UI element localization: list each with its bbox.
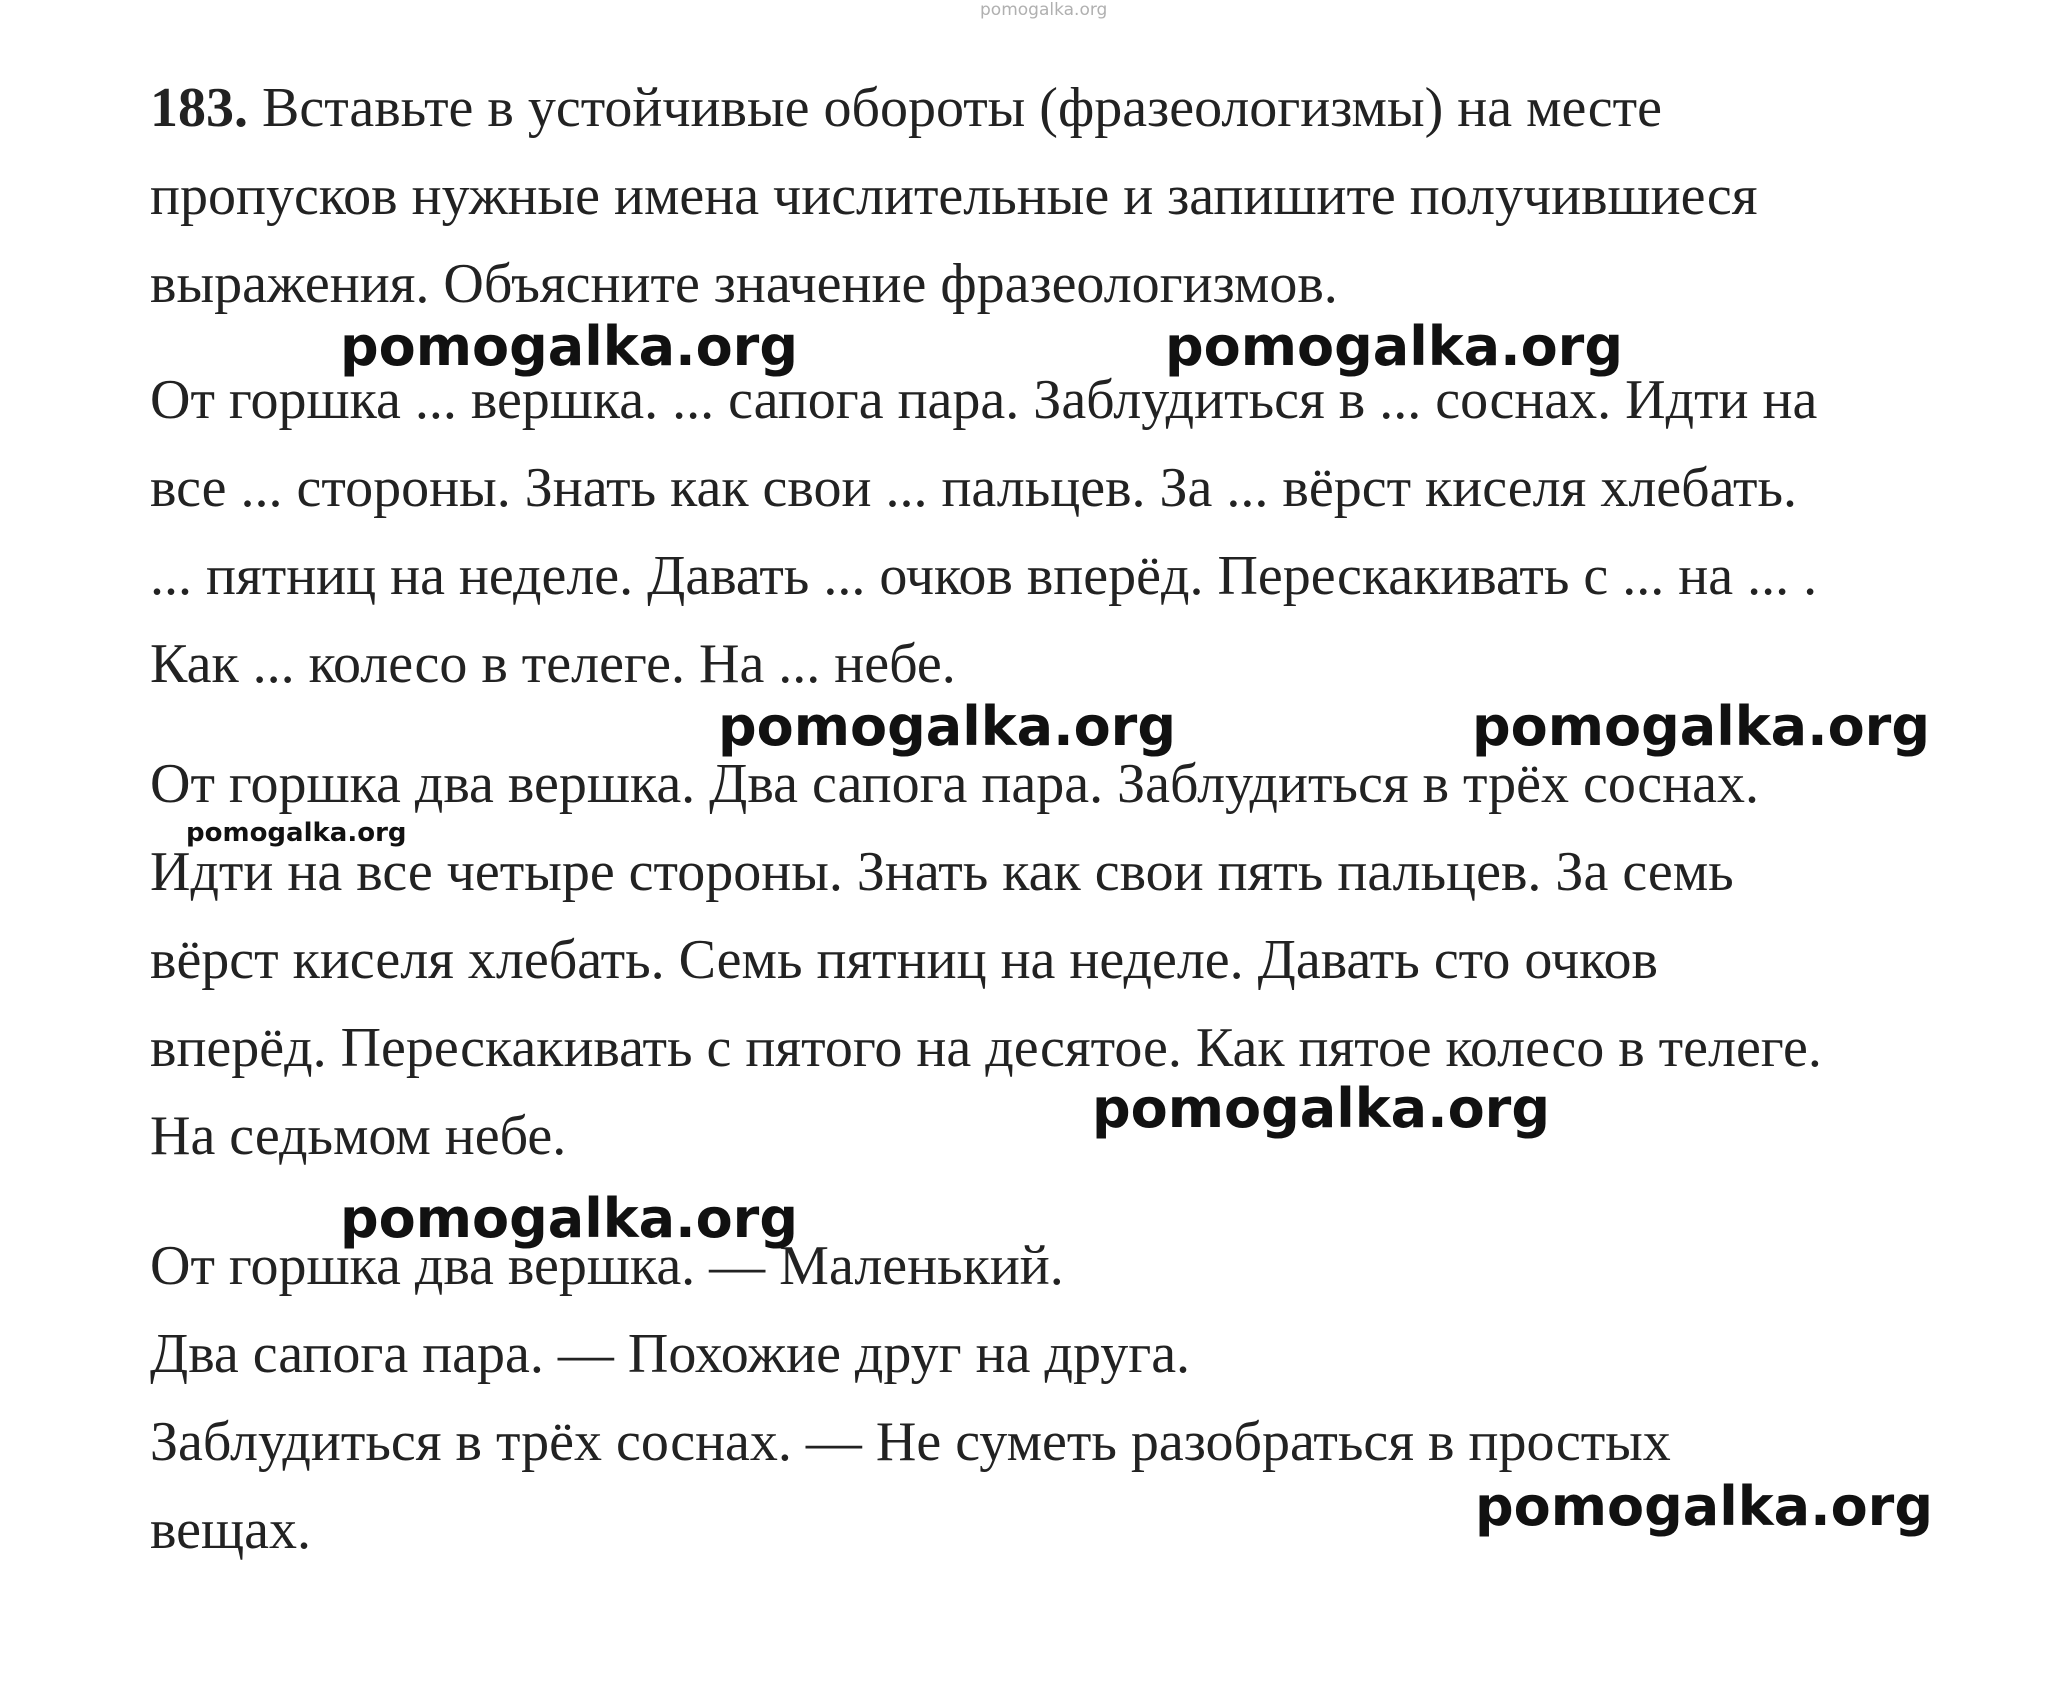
- answer-line-5: На седьмом небе.: [150, 1105, 567, 1167]
- exercise-line-2: все ... стороны. Знать как свои ... пальцев. За ... вёрст киселя хлебать.: [150, 457, 1798, 519]
- exercise-line-4: Как ... колесо в телеге. На ... небе.: [150, 633, 956, 695]
- answer-line-1: От горшка два вершка. Два сапога пара. Заблудиться в трёх соснах.: [150, 753, 1759, 815]
- watermark-top: pomogalka.org: [980, 0, 1108, 20]
- answer-line-2: Идти на все четыре стороны. Знать как свои пять пальцев. За семь: [150, 841, 1734, 903]
- watermark-4: pomogalka.org: [1472, 695, 1930, 758]
- meaning-line-3: Заблудиться в трёх соснах. — Не суметь разобраться в простых: [150, 1411, 1671, 1473]
- watermark-3: pomogalka.org: [718, 695, 1176, 758]
- exercise-line-3: ... пятниц на неделе. Давать ... очков вперёд. Перескакивать с ... на ... .: [150, 545, 1818, 607]
- watermark-1: pomogalka.org: [340, 315, 798, 378]
- meaning-line-1: От горшка два вершка. — Маленький.: [150, 1235, 1064, 1297]
- watermark-small: pomogalka.org: [186, 818, 407, 848]
- watermark-6: pomogalka.org: [340, 1187, 798, 1250]
- watermark-5: pomogalka.org: [1092, 1077, 1550, 1140]
- task-line-1: [150, 77, 1662, 139]
- meaning-line-4: вещах.: [150, 1499, 311, 1561]
- answer-line-4: вперёд. Перескакивать с пятого на десятое. Как пятое колесо в телеге.: [150, 1017, 1822, 1079]
- watermark-7: pomogalka.org: [1475, 1475, 1933, 1538]
- answer-line-3: вёрст киселя хлебать. Семь пятниц на неделе. Давать сто очков: [150, 929, 1658, 991]
- task-line-3: выражения. Объясните значение фразеологизмов.: [150, 253, 1338, 315]
- task-number: 183.: [150, 77, 248, 139]
- task-line-2: пропусков нужные имена числительные и запишите получившиеся: [150, 165, 1758, 227]
- exercise-line-1: От горшка ... вершка. ... сапога пара. Заблудиться в ... соснах. Идти на: [150, 369, 1818, 431]
- task-text-1: Вставьте в устойчивые обороты (фразеологизмы) на месте: [262, 77, 1662, 139]
- meaning-line-2: Два сапога пара. — Похожие друг на друга.: [150, 1323, 1191, 1385]
- watermark-2: pomogalka.org: [1165, 315, 1623, 378]
